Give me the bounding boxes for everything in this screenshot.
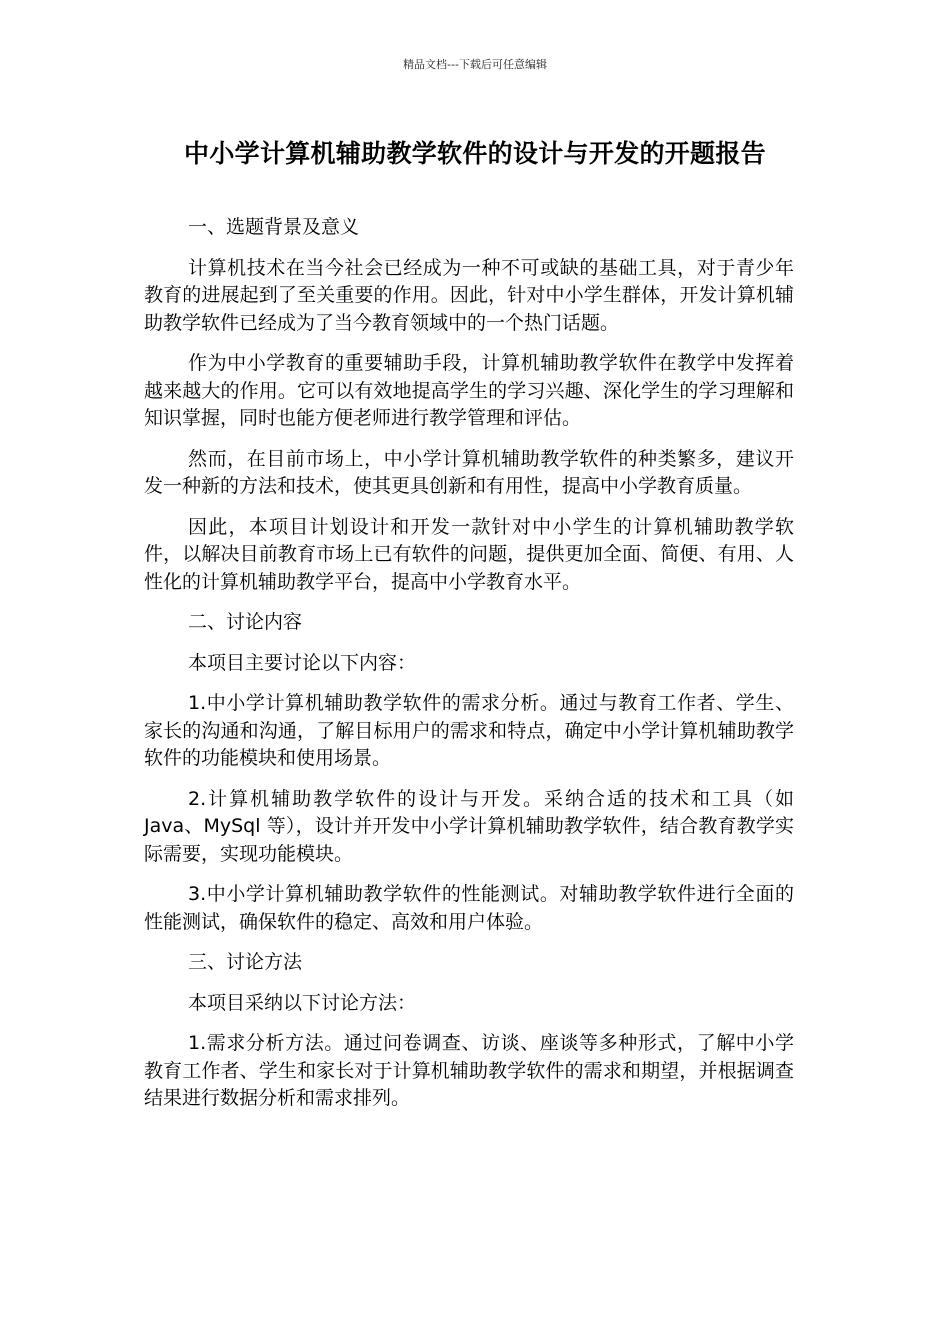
document-body xyxy=(144,214,794,1126)
paragraph: 然而，在目前市场上，中小学计算机辅助教学软件的种类繁多，建议开发一种新的方法和技术，使其更具创新和有用性，提高中小学教育质量。 xyxy=(144,447,794,497)
paragraph: 本项目主要讨论以下内容： xyxy=(188,651,417,674)
paragraph: 本项目采纳以下讨论方法： xyxy=(188,991,417,1014)
paragraph: 因此，本项目计划设计和开发一款针对中小学生的计算机辅助教学软件，以解决目前教育市场上已有软件的问题，提供更加全面、简便、有用、人性化的计算机辅助教学平台，提高中小学教育水平。 xyxy=(144,515,794,593)
paragraph: 作为中小学教育的重要辅助手段，计算机辅助教学软件在教学中发挥着越来越大的作用。它可以有效地提高学生的学习兴趣、深化学生的学习理解和知识掌握，同时也能方便老师进行教学管理和评估。 xyxy=(144,352,794,429)
list-item-paragraph: 2.计算机辅助教学软件的设计与开发。采纳合适的技术和工具（如 Java、MySql 等），设计并开发中小学计算机辅助教学软件，结合教育教学实际需要，实现功能模块。 xyxy=(144,787,794,865)
document-title: 中小学计算机辅助教学软件的设计与开发的开题报告 xyxy=(184,139,766,168)
list-item-paragraph: 3.中小学计算机辅助教学软件的性能测试。对辅助教学软件进行全面的性能测试，确保软件的稳定、高效和用户体验。 xyxy=(144,883,794,933)
section-heading-methods: 三、讨论方法 xyxy=(188,951,303,973)
page-header-watermark: 精品文档---下载后可任意编辑 xyxy=(403,58,547,71)
list-item-paragraph: 1.中小学计算机辅助教学软件的需求分析。通过与教育工作者、学生、家长的沟通和沟通，了解目标用户的需求和特点，确定中小学计算机辅助教学软件的功能模块和使用场景。 xyxy=(144,692,794,769)
list-item-paragraph: 1.需求分析方法。通过问卷调查、访谈、座谈等多种形式，了解中小学教育工作者、学生和家长对于计算机辅助教学软件的需求和期望，并根据调查结果进行数据分析和需求排列。 xyxy=(144,1032,794,1109)
section-heading-content: 二、讨论内容 xyxy=(188,611,303,633)
section-heading-background: 一、选题背景及意义 xyxy=(188,216,360,238)
paragraph: 计算机技术在当今社会已经成为一种不可或缺的基础工具，对于青少年教育的进展起到了至关重要的作用。因此，针对中小学生群体，开发计算机辅助教学软件已经成为了当今教育领域中的一个热门话题。 xyxy=(144,256,794,334)
